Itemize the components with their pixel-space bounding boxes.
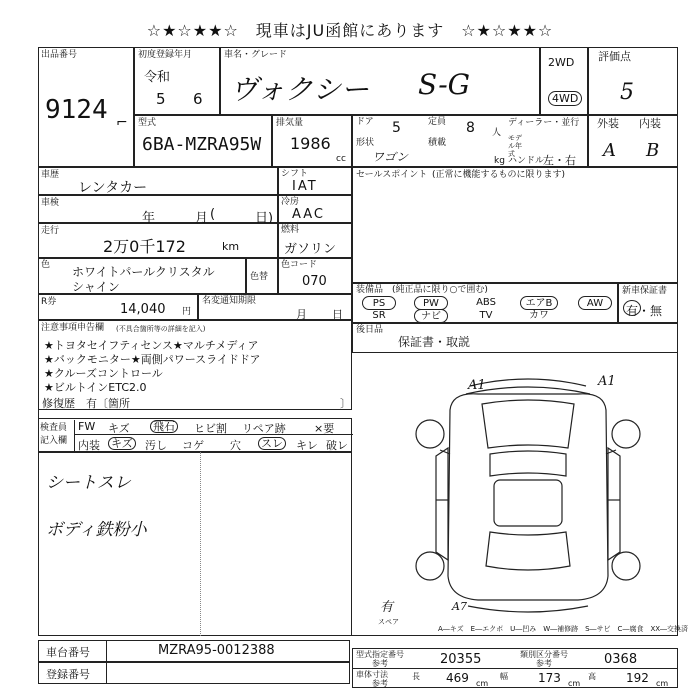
capacity-value: 8 <box>466 120 475 136</box>
handwritten-line-1: シートスレ <box>46 473 131 493</box>
equip-sr: SR <box>372 310 386 321</box>
registration-year: 5 <box>156 90 166 108</box>
name-change-month: 月 <box>296 308 307 321</box>
capacity-label: 定員 <box>428 117 447 127</box>
category-value: 0368 <box>604 652 638 667</box>
page-title: ☆★☆★★☆ 現車はJU函館にあります ☆★☆★★☆ <box>146 21 554 40</box>
model-year-label: モデル年式 <box>508 134 522 158</box>
r-ticket-box <box>38 294 198 320</box>
legend-label-2: 記入欄 <box>40 436 68 446</box>
notes-line-2: ★バックモニター★両側パワースライドドア <box>44 353 261 366</box>
drive-4wd: 4WD <box>548 91 582 106</box>
registration-label: 初度登録年月 <box>138 50 193 60</box>
later-items-label: 後日品 <box>356 325 384 335</box>
legend-ext-kizu: キズ <box>108 422 130 435</box>
color-label: 色 <box>41 260 51 270</box>
shape-label: 形状 <box>356 138 375 148</box>
inspection-day-close: 日) <box>255 211 274 226</box>
length-label: 長 <box>412 672 420 681</box>
car-diagram <box>398 370 658 620</box>
shift-label: シフト <box>281 169 309 179</box>
legend-ext-fw: FW <box>78 420 96 433</box>
later-items-value: 保証書・取説 <box>398 335 471 349</box>
type-designation-sub: 参考 <box>372 659 388 668</box>
dimensions-unit-1: cm <box>476 679 489 688</box>
fuel-value: ガソリン <box>284 242 337 257</box>
notes-label: 注意事項申告欄 <box>41 323 105 333</box>
mileage-unit: km <box>222 240 240 253</box>
repair-close: 〕 <box>340 397 351 410</box>
interior-label: 内装 <box>639 117 661 130</box>
lot-mark: ⌐ <box>116 115 128 131</box>
engine-label: 排気量 <box>276 118 304 128</box>
exterior-label: 外装 <box>597 117 619 130</box>
equipment-label: 装備品 <box>356 285 384 295</box>
height-label: 高 <box>588 672 596 681</box>
handwritten-divider <box>200 452 201 636</box>
inspection-label: 車検 <box>41 198 60 208</box>
legend-ext-repair: リペア跡 <box>242 422 286 435</box>
damage-legend: A―キズ E―エクボ U―凹み W―補修跡 S―サビ C―腐食 XX―交換済 <box>438 625 689 633</box>
mark-front-right: A1 <box>598 374 616 389</box>
capacity-unit: 人 <box>492 128 502 138</box>
warranty-circle-icon <box>622 299 642 317</box>
ac-label: 冷房 <box>281 197 300 207</box>
model-code: 6BA-MZRA95W <box>142 134 262 155</box>
dimensions-label: 車体寸法 <box>356 670 388 679</box>
notes-line-1: ★トヨタセイフティセンス★マルチメディア <box>44 339 259 352</box>
dimensions-sub: 参考 <box>372 679 388 688</box>
legend-ext-hibi: ヒビ割 <box>194 422 227 435</box>
type-designation-label: 型式指定番号 <box>356 650 404 659</box>
mileage-label: 走行 <box>41 226 60 236</box>
color-code-label: 色コード <box>281 260 318 270</box>
engine-unit: cc <box>336 154 346 164</box>
legend-int-kire: キレ <box>296 439 318 452</box>
legend-ext-tobiishi: 飛石 <box>150 420 178 433</box>
r-ticket-label: R券 <box>41 297 57 307</box>
mileage-value: 2万0千172 <box>103 237 186 256</box>
sales-point-box <box>352 167 678 283</box>
legend-int-koge: コゲ <box>182 439 204 452</box>
equip-ps: PS <box>362 296 396 310</box>
legend-int-kizu: キズ <box>108 437 136 450</box>
equip-pw: PW <box>414 296 448 310</box>
dimensions-width: 173 <box>538 671 561 685</box>
legend-int-yabure: 破レ <box>326 439 348 452</box>
spare-label: スペア <box>378 618 399 626</box>
notes-sub: (不具合箇所等の詳細を記入) <box>116 325 206 333</box>
color-code: 070 <box>302 274 327 289</box>
reg-number-label: 登録番号 <box>46 668 90 681</box>
color-change-label: 色替 <box>250 272 269 282</box>
dimensions-height: 192 <box>626 671 649 685</box>
equipment-sub: (純正品に限り○で囲む) <box>392 285 488 295</box>
mark-front-left: A1 <box>468 378 486 393</box>
legend-int-sure: スレ <box>258 437 286 450</box>
model-label: 型式 <box>138 118 157 128</box>
registration-month: 6 <box>193 90 203 108</box>
dimensions-unit-3: cm <box>656 679 669 688</box>
name-change-day: 日 <box>332 308 343 321</box>
loading-unit: kg <box>494 156 505 166</box>
chassis-value: MZRA95-0012388 <box>158 643 275 658</box>
ac-value: AAC <box>292 207 325 222</box>
exterior-grade: A <box>603 140 616 161</box>
sales-point-label: セールスポイント <box>356 170 428 180</box>
handle-value: 左・右 <box>543 154 576 167</box>
car-name: ヴォクシー <box>230 73 369 106</box>
spare-mark: 有 <box>380 600 394 615</box>
mark-rear-left: A7 <box>452 600 467 613</box>
legend-label-1: 検査員 <box>40 423 68 433</box>
lot-label: 出品番号 <box>41 50 78 60</box>
rating-label: 評価点 <box>598 50 631 63</box>
legend-int-yogore: 汚し <box>145 439 167 452</box>
lot-number: 9124 <box>45 95 108 125</box>
sales-point-sub: (正常に機能するものに限ります) <box>432 170 566 180</box>
legend-ext-replace: ×要 <box>314 422 335 435</box>
warranty-value: 有・無 <box>626 304 663 318</box>
spec-bottom-divider <box>352 668 678 669</box>
inspection-year: 年 <box>142 211 156 226</box>
width-label: 幅 <box>500 672 508 681</box>
type-designation-value: 20355 <box>440 652 482 667</box>
rating-score: 5 <box>620 80 634 105</box>
fuel-label: 燃料 <box>281 225 300 235</box>
history-label: 車歴 <box>41 170 60 180</box>
r-ticket-unit: 円 <box>182 307 192 317</box>
dimensions-length: 469 <box>446 671 469 685</box>
color-line2: シャイン <box>72 280 120 294</box>
interior-grade: B <box>646 140 660 161</box>
legend-int-label: 内装 <box>78 439 100 452</box>
notes-line-3: ★クルーズコントロール <box>44 367 163 380</box>
repair-label: 修復歴 <box>42 397 75 410</box>
loading-label: 積載 <box>428 138 447 148</box>
engine-cc: 1986 <box>290 134 331 153</box>
doors-label: ドア <box>356 117 374 127</box>
legend-int-ana: 穴 <box>230 439 241 452</box>
drive-2wd: 2WD <box>548 56 575 69</box>
handle-label: ハンドル <box>508 156 545 166</box>
inspection-month: 月 <box>195 211 209 226</box>
name-change-label: 名変通知期限 <box>202 296 257 306</box>
r-ticket-value: 14,040 <box>120 302 166 317</box>
equip-abs: ABS <box>476 297 496 308</box>
registration-era: 令和 <box>144 70 171 85</box>
dimensions-unit-2: cm <box>568 679 581 688</box>
equip-airbag: エアB <box>520 296 558 310</box>
inspection-day-open: ( <box>210 207 216 222</box>
warranty-label: 新車保証書 <box>622 286 668 296</box>
dealer-label: ディーラー・並行 <box>508 118 580 128</box>
chassis-label: 車台番号 <box>46 646 90 659</box>
category-sub: 参考 <box>536 659 552 668</box>
category-label: 類別区分番号 <box>520 650 568 659</box>
notes-line-4: ★ビルトインETC2.0 <box>44 381 147 394</box>
equip-leather: カワ <box>529 310 549 321</box>
equip-aw: AW <box>578 296 612 310</box>
shift-value: IAT <box>292 179 318 194</box>
repair-value: 有〔箇所 <box>86 397 130 410</box>
history-value: レンタカー <box>78 180 148 196</box>
handwritten-line-2: ボディ鉄粉小 <box>46 520 147 540</box>
color-line1: ホワイトパールクリスタル <box>72 265 215 279</box>
shape-value: ワゴン <box>372 150 409 164</box>
equip-navi: ナビ <box>414 309 448 323</box>
history-box <box>38 167 278 195</box>
equip-tv: TV <box>479 310 493 321</box>
car-label: 車名・グレード <box>224 50 288 60</box>
inspection-box <box>38 195 278 223</box>
doors-value: 5 <box>392 120 401 136</box>
car-grade: S-G <box>418 68 471 101</box>
